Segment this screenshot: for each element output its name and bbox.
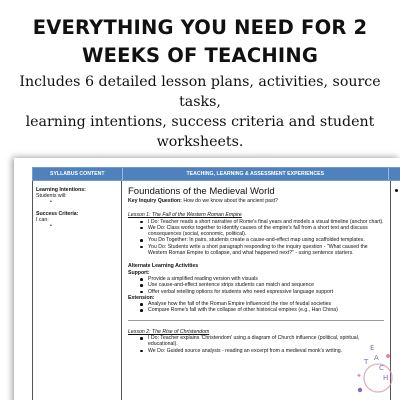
svg-text:✦: ✦ <box>356 372 362 380</box>
svg-text:E: E <box>370 344 375 352</box>
brand-logo-icon <box>330 326 400 400</box>
list-item: You Do: Students write a short paragraph responding to the inquiry question - "What caused the Western Roman Empire to collapse, and what happened next?" - using sentence starters. <box>138 244 384 257</box>
subline <box>8 72 392 152</box>
list-item: Analyse how the fall of the Roman Empire influenced the rise of feudal societies <box>138 301 384 307</box>
list-item: I Do: Teacher explains 'Christendom' using a diagram of Church influence (political, spiritual, educational). <box>138 335 384 348</box>
header-teaching-learning: TEACHING, LEARNING & ASSESSMENT EXPERIENCES <box>123 168 390 180</box>
list-item: I Do: Teacher reads a short narrative of Rome's final years and models a visual timeline (anchor chart). <box>138 219 384 225</box>
bullet-icon <box>395 189 398 192</box>
svg-text:A: A <box>374 354 379 362</box>
header-extra <box>389 168 400 180</box>
list-item: You Do Together: In pairs, students create a cause-and-effect map using scaffolded templates. <box>138 237 384 243</box>
extension-list <box>138 301 384 314</box>
lesson-2-heading: Lesson 2: The Rise of Christendom <box>128 328 210 335</box>
list-item: Offer verbal retelling options for students who need expressive language support <box>138 289 384 295</box>
svg-text:H: H <box>383 374 389 382</box>
syllabus-column <box>32 181 122 400</box>
header-syllabus-content: SYLLABUS CONTENT <box>33 168 123 180</box>
headline-line-1: EVERYTHING YOU NEED FOR 2 <box>32 16 368 39</box>
svg-text:T: T <box>364 358 369 366</box>
learning-intentions-label: Learning Intentions: <box>36 187 86 193</box>
list-item: We Do: Class works together to identify causes of the empire's fall from a short text and discuss consequences (social, economic, political). <box>138 225 384 238</box>
support-list <box>138 276 384 295</box>
document-title: Foundations of the Medieval World <box>128 186 275 197</box>
headline <box>0 14 400 70</box>
success-criteria-label: Success Criteria: <box>36 211 79 217</box>
lesson-1-list <box>138 219 384 257</box>
subline-line-3: worksheets. <box>156 134 244 150</box>
list-item: We Do: Guided source analysis - reading an excerpt from a medieval monk's writing. <box>138 348 384 354</box>
bullet-icon: • <box>50 199 52 205</box>
i-can-label: I can: <box>36 217 49 223</box>
lesson-1-heading: Lesson 1: The Fall of the Western Roman Empire <box>128 212 242 219</box>
key-inquiry-question <box>128 198 384 204</box>
bullet-icon: • <box>50 223 52 229</box>
alternate-activities-heading: Alternate Learning Activities <box>128 263 199 270</box>
subline-line-2: learning intentions, success criteria and student <box>25 114 375 130</box>
kiq-text: How do we know about the ancient past? <box>181 198 278 204</box>
students-will-label: Students will: <box>36 193 67 199</box>
support-heading: Support: <box>128 269 150 276</box>
list-item: Compare Rome's fall with the collapse of other historical empires (e.g., Han China) <box>138 307 384 313</box>
section-divider <box>128 320 384 321</box>
list-item: Provide a simplified reading version with visuals <box>138 276 384 282</box>
svg-text:C: C <box>379 364 384 372</box>
extension-heading: Extension: <box>128 294 155 301</box>
subline-line-1: Includes 6 detailed lesson plans, activities, source tasks, <box>19 74 381 110</box>
kiq-label: Key Inquiry Question: <box>128 198 182 204</box>
headline-line-2: WEEKS OF TEACHING <box>81 44 319 67</box>
list-item: Use cause-and-effect sentence strips students can match and sequence <box>138 282 384 288</box>
table-header-row <box>32 167 400 181</box>
